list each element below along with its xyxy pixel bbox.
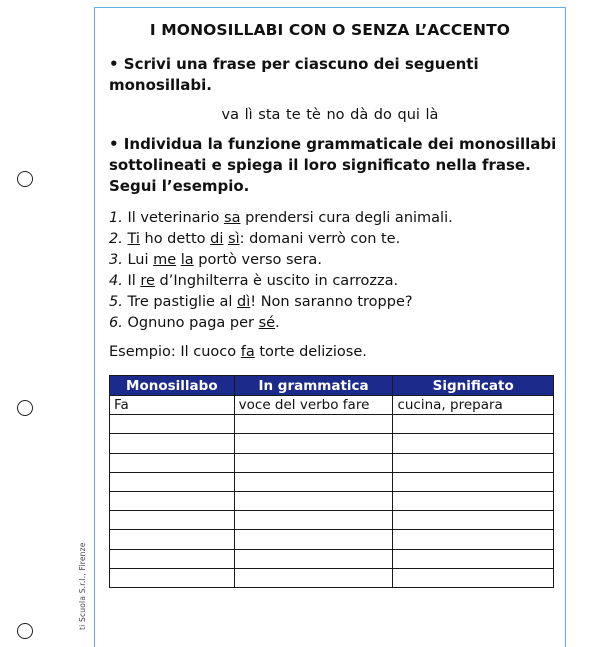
table-row [110,549,554,568]
sentence-number: 2. [109,231,123,247]
table-cell[interactable] [110,511,235,530]
table-row [110,434,554,453]
column-header: Monosillabo [110,376,235,396]
sentence-item [109,229,453,250]
sentence-item [109,250,453,271]
table-cell[interactable] [393,549,554,568]
word-list: va lì sta te tè no dà do qui là [221,107,439,123]
table-header-row [110,376,554,396]
table-cell[interactable] [110,549,235,568]
sentence-item [109,292,453,313]
instruction-2: • Individua la funzione grammaticale dei monosillabi sottolineati e spiega il loro significato nella frase. Segui l’esempio. [109,135,557,195]
page-title: I MONOSILLABI CON O SENZA L’ACCENTO [149,21,511,39]
table-cell[interactable] [393,434,554,453]
table-cell[interactable] [393,530,554,549]
worksheet [94,7,566,647]
underlined-monosyllable: sa [224,210,241,226]
table-row [110,568,554,587]
table-cell[interactable] [110,415,235,434]
sentence-text: Lui [122,252,154,268]
table-cell[interactable] [110,530,235,549]
table-cell[interactable] [234,415,393,434]
sentence-text: portò verso sera. [193,252,322,268]
sentence-text: : domani verrò con te. [239,231,401,247]
table-cell[interactable] [393,453,554,472]
sentence-text: ho detto [139,231,211,247]
binder-hole [17,171,33,187]
table-row [110,396,554,415]
sentence-number: 3. [109,252,123,268]
table-cell[interactable] [234,491,393,510]
table-cell[interactable]: Fa [110,396,235,415]
sentence-text: Il veterinario [122,210,225,226]
sentence-text: ! Non saranno troppe? [250,294,413,310]
table-cell[interactable] [110,472,235,491]
table-cell[interactable] [393,511,554,530]
table-cell[interactable]: cucina, prepara [393,396,554,415]
table-cell[interactable] [110,568,235,587]
sentence-item [109,271,453,292]
table-cell[interactable] [393,472,554,491]
sentence-number: 4. [109,273,123,289]
example-sentence: Esempio: Il cuoco fa torte deliziose. [109,344,367,360]
table-cell[interactable] [234,511,393,530]
underlined-monosyllable: dì [237,294,251,310]
table-cell[interactable] [110,434,235,453]
sentence-item [109,208,453,229]
sentence-number: 6. [109,315,123,331]
sentence-number: 5. [109,294,123,310]
table-row [110,453,554,472]
table-cell[interactable]: voce del verbo fare [234,396,393,415]
sentence-text: Il [122,273,141,289]
table-cell[interactable] [234,568,393,587]
table-cell[interactable] [234,434,393,453]
underlined-monosyllable: di [210,231,224,247]
table-row [110,472,554,491]
sentence-text: d’Inghilterra è uscito in carrozza. [154,273,399,289]
table-cell[interactable] [234,472,393,491]
table-cell[interactable] [234,453,393,472]
sentence-number: 1. [109,210,123,226]
table-cell[interactable] [234,549,393,568]
column-header: In grammatica [234,376,393,396]
underlined-monosyllable: re [140,273,155,289]
table-cell[interactable] [393,568,554,587]
column-header: Significato [393,376,554,396]
table-cell[interactable] [393,415,554,434]
sentence-text: Ognuno paga per [122,315,259,331]
sentence-text: Tre pastiglie al [122,294,238,310]
instruction-1: • Scrivi una frase per ciascuno dei seguenti monosillabi. [109,55,479,94]
sentence-text: . [275,315,280,331]
answer-table [109,375,554,588]
underlined-monosyllable: Ti [127,231,140,247]
binder-hole [17,623,33,639]
table-row [110,511,554,530]
binder-hole [17,400,33,416]
sentence-text: prendersi cura degli animali. [240,210,453,226]
table-cell[interactable] [393,491,554,510]
sentence-item [109,313,453,334]
table-row [110,530,554,549]
table-cell[interactable] [110,491,235,510]
underlined-monosyllable: me [153,252,177,268]
table-row [110,415,554,434]
underlined-monosyllable: la [180,252,194,268]
sentence-list [109,208,453,334]
underlined-monosyllable: sì [228,231,240,247]
table-cell[interactable] [110,453,235,472]
table-cell[interactable] [234,530,393,549]
table-row [110,491,554,510]
underlined-monosyllable: sé [258,315,276,331]
copyright-note: ti Scuola S.r.l., Firenze [78,542,87,630]
